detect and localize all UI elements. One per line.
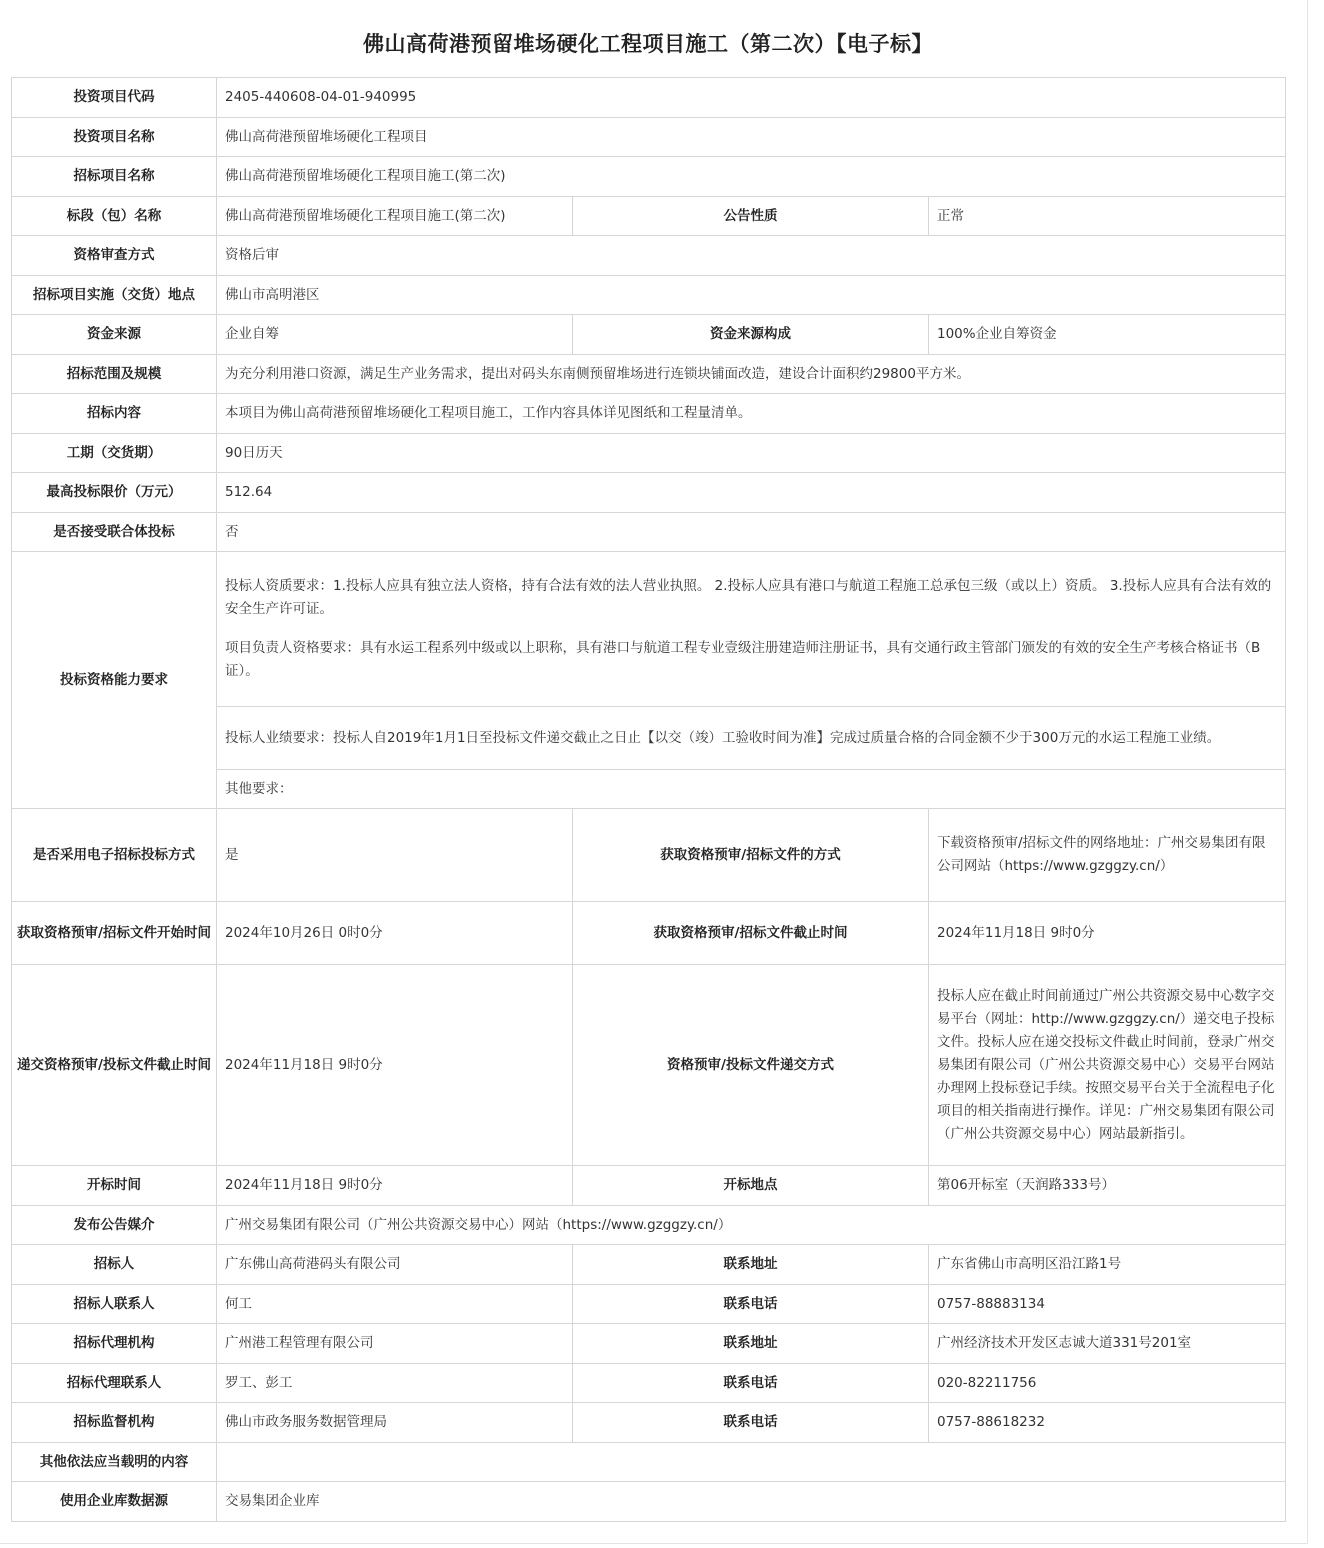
row-value: 罗工、彭工	[217, 1364, 573, 1403]
table-row	[12, 1324, 1286, 1364]
row-label: 使用企业库数据源	[12, 1482, 217, 1522]
qualification-requirement: 投标人资质要求：1.投标人应具有独立法人资格，持有合法有效的法人营业执照。 2.投标人应具有港口与航道工程施工总承包三级（或以上）资质。 3.投标人应具有合法有效的安全生产许可证。	[225, 578, 1272, 617]
table-row	[12, 434, 1286, 473]
row-label: 资格审查方式	[12, 236, 217, 276]
row-label: 获取资格预审/招标文件开始时间	[12, 902, 217, 965]
row-value-secondary: 2024年11月18日 9时0分	[929, 902, 1286, 965]
manager-requirement: 项目负责人资格要求：具有水运工程系列中级或以上职称，具有港口与航道工程专业壹级注册建造师注册证书，具有交通行政主管部门颁发的有效的安全生产考核合格证书（B证）。	[225, 640, 1261, 679]
table-row	[12, 1482, 1286, 1522]
row-label: 招标人	[12, 1245, 217, 1285]
row-value-secondary: 0757-88883134	[929, 1285, 1286, 1324]
row-label-secondary: 联系电话	[573, 1285, 929, 1324]
row-value: 512.64	[217, 473, 1286, 513]
row-label: 招标范围及规模	[12, 355, 217, 394]
table-row	[12, 1206, 1286, 1245]
row-value: 为充分利用港口资源，满足生产业务需求，提出对码头东南侧预留堆场进行连锁块铺面改造，建设合计面积约29800平方米。	[217, 355, 1286, 394]
table-row	[12, 513, 1286, 552]
row-value-secondary: 投标人应在截止时间前通过广州公共资源交易中心数字交易平台（网址：http://www.gzggzy.cn/）递交电子投标文件。投标人应在递交投标文件截止时间前，登录广州交易集团有限公司（广州公共资源交易中心）交易平台网站办理网上投标登记手续。按照交易平台关于全流程电子化项目的相关指南进行操作。详见：广州交易集团有限公司（广州公共资源交易中心）网站最新指引。	[929, 965, 1286, 1166]
row-label: 投资项目名称	[12, 118, 217, 157]
table-row	[12, 1245, 1286, 1285]
row-label: 递交资格预审/投标文件截止时间	[12, 965, 217, 1166]
table-row	[12, 236, 1286, 276]
row-label-secondary: 开标地点	[573, 1166, 929, 1206]
row-label: 发布公告媒介	[12, 1206, 217, 1245]
row-label: 开标时间	[12, 1166, 217, 1206]
row-value: 2024年11月18日 9时0分	[217, 1166, 573, 1206]
row-value: 2024年10月26日 0时0分	[217, 902, 573, 965]
row-value-secondary: 下载资格预审/招标文件的网络地址：广州交易集团有限公司网站（https://www.gzggzy.cn/）	[929, 809, 1286, 902]
row-value: 何工	[217, 1285, 573, 1324]
row-label: 资金来源	[12, 315, 217, 355]
row-value-secondary: 100%企业自筹资金	[929, 315, 1286, 355]
row-label-secondary: 联系地址	[573, 1324, 929, 1364]
row-value: 是	[217, 809, 573, 902]
row-label: 招标内容	[12, 394, 217, 434]
row-label: 招标项目实施（交货）地点	[12, 276, 217, 315]
qualification-requirements-cell	[217, 552, 1286, 707]
table-row	[12, 1364, 1286, 1403]
row-label: 招标代理联系人	[12, 1364, 217, 1403]
row-label-secondary: 获取资格预审/招标文件的方式	[573, 809, 929, 902]
row-value: 本项目为佛山高荷港预留堆场硬化工程项目施工，工作内容具体详见图纸和工程量清单。	[217, 394, 1286, 434]
row-label: 投资项目代码	[12, 78, 217, 118]
table-row	[12, 118, 1286, 157]
table-row	[12, 552, 1286, 707]
table-row	[12, 394, 1286, 434]
row-label: 工期（交货期）	[12, 434, 217, 473]
row-value: 广州港工程管理有限公司	[217, 1324, 573, 1364]
row-label: 招标人联系人	[12, 1285, 217, 1324]
table-row	[12, 1166, 1286, 1206]
row-label-secondary: 资格预审/投标文件递交方式	[573, 965, 929, 1166]
row-value: 广东佛山高荷港码头有限公司	[217, 1245, 573, 1285]
row-label-secondary: 联系地址	[573, 1245, 929, 1285]
row-value: 90日历天	[217, 434, 1286, 473]
row-label-secondary: 获取资格预审/招标文件截止时间	[573, 902, 929, 965]
row-value: 2024年11月18日 9时0分	[217, 965, 573, 1166]
row-value-secondary: 0757-88618232	[929, 1403, 1286, 1443]
table-row	[12, 276, 1286, 315]
row-value: 资格后审	[217, 236, 1286, 276]
row-label: 招标代理机构	[12, 1324, 217, 1364]
page-title: 佛山高荷港预留堆场硬化工程项目施工（第二次）【电子标】	[363, 32, 933, 56]
row-label-secondary: 联系电话	[573, 1364, 929, 1403]
row-value: 交易集团企业库	[217, 1482, 1286, 1522]
row-value-secondary: 正常	[929, 197, 1286, 236]
row-value: 佛山市高明港区	[217, 276, 1286, 315]
row-value: 企业自筹	[217, 315, 573, 355]
tender-info-table	[11, 77, 1286, 1522]
performance-requirement: 投标人业绩要求：投标人自2019年1月1日至投标文件递交截止之日止【以交（竣）工验收时间为准】完成过质量合格的合同金额不少于300万元的水运工程施工业绩。	[217, 707, 1286, 770]
table-row	[12, 809, 1286, 902]
table-row	[12, 78, 1286, 118]
table-row	[12, 157, 1286, 197]
table-row	[12, 1403, 1286, 1443]
row-label: 标段（包）名称	[12, 197, 217, 236]
row-value-secondary: 广东省佛山市高明区沿江路1号	[929, 1245, 1286, 1285]
row-label: 投标资格能力要求	[12, 552, 217, 809]
row-value: 否	[217, 513, 1286, 552]
row-label: 是否采用电子招标投标方式	[12, 809, 217, 902]
row-value-secondary: 020-82211756	[929, 1364, 1286, 1403]
table-row	[12, 1443, 1286, 1482]
row-value: 佛山高荷港预留堆场硬化工程项目	[217, 118, 1286, 157]
row-label-secondary: 资金来源构成	[573, 315, 929, 355]
row-label: 最高投标限价（万元）	[12, 473, 217, 513]
table-row	[12, 965, 1286, 1166]
table-row	[12, 902, 1286, 965]
table-row	[12, 197, 1286, 236]
other-requirement: 其他要求：	[217, 770, 1286, 809]
table-row	[12, 473, 1286, 513]
row-label-secondary: 公告性质	[573, 197, 929, 236]
row-label: 其他依法应当载明的内容	[12, 1443, 217, 1482]
row-label: 招标项目名称	[12, 157, 217, 197]
row-value: 佛山高荷港预留堆场硬化工程项目施工(第二次)	[217, 197, 573, 236]
row-value	[217, 1443, 1286, 1482]
row-value-secondary: 广州经济技术开发区志诚大道331号201室	[929, 1324, 1286, 1364]
row-label: 招标监督机构	[12, 1403, 217, 1443]
row-value: 佛山市政务服务数据管理局	[217, 1403, 573, 1443]
row-label-secondary: 联系电话	[573, 1403, 929, 1443]
table-row	[12, 355, 1286, 394]
table-row	[12, 315, 1286, 355]
row-value-secondary: 第06开标室（天润路333号）	[929, 1166, 1286, 1206]
table-row	[12, 1285, 1286, 1324]
row-value: 佛山高荷港预留堆场硬化工程项目施工(第二次)	[217, 157, 1286, 197]
row-value: 2405-440608-04-01-940995	[217, 78, 1286, 118]
row-label: 是否接受联合体投标	[12, 513, 217, 552]
row-value: 广州交易集团有限公司（广州公共资源交易中心）网站（https://www.gzggzy.cn/）	[217, 1206, 1286, 1245]
